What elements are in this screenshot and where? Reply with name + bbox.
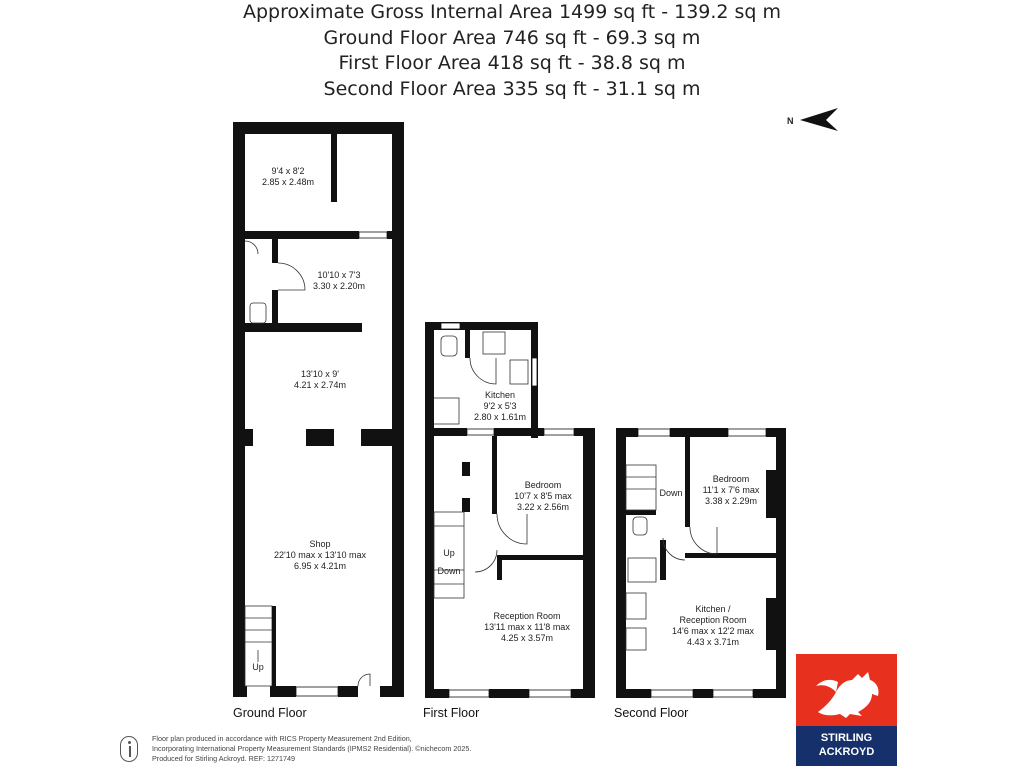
wall [494, 428, 544, 436]
room-dimensions-imperial: 13'10 x 9' [301, 369, 339, 379]
first-area-text: First Floor Area 418 sq ft - 38.8 sq m [338, 52, 686, 74]
wall [616, 689, 651, 698]
window [651, 690, 693, 697]
room-name-reception: Reception Room [679, 615, 747, 625]
wall [583, 428, 595, 698]
wall [660, 540, 666, 580]
wall [425, 322, 434, 698]
wall [306, 429, 334, 446]
toilet-icon [250, 303, 266, 323]
wall [753, 689, 786, 698]
window [713, 690, 753, 697]
wall [465, 330, 470, 358]
stirling-ackroyd-logo [796, 654, 897, 766]
sink-icon [510, 360, 528, 384]
toilet-icon [633, 517, 647, 535]
wall [571, 689, 595, 698]
wall [272, 239, 278, 263]
wall [462, 498, 470, 512]
room-dimensions-metric: 4.21 x 2.74m [293, 380, 347, 390]
sink-icon [626, 593, 646, 619]
wall [270, 686, 296, 697]
wall [497, 560, 502, 580]
room-dimensions-imperial: 10'10 x 7'3 [317, 270, 361, 280]
wall [574, 428, 595, 436]
wall [233, 122, 404, 134]
window [532, 358, 537, 386]
wall [693, 689, 713, 698]
brand-name [796, 726, 897, 766]
ground-floor-plan [233, 122, 404, 720]
room-dimensions-imperial: 11'1 x 7'6 max [702, 485, 760, 495]
wall [233, 122, 245, 697]
shower-icon [433, 398, 459, 424]
stairs-up-label: Up [252, 662, 264, 672]
room-name-bedroom: Bedroom [712, 474, 750, 484]
window [638, 429, 670, 436]
window [441, 323, 460, 329]
room-dimensions-imperial: 22'10 max x 13'10 max [274, 550, 366, 560]
wall [245, 323, 362, 332]
room-dimensions-metric: 6.95 x 4.21m [293, 561, 347, 571]
window [529, 690, 571, 697]
room-dimensions-imperial: 10'7 x 8'5 max [514, 491, 572, 501]
door-swing [358, 674, 370, 686]
window [296, 687, 338, 696]
room-dimensions-imperial: 9'4 x 8'2 [271, 166, 305, 176]
hob-icon [483, 332, 505, 354]
room-name-bedroom: Bedroom [524, 480, 562, 490]
room-name-reception: Reception Room [493, 611, 561, 621]
compass [787, 108, 838, 131]
room-dimensions-metric: 3.38 x 2.29m [704, 496, 758, 506]
footer-line: Produced for Stirling Ackroyd. REF: 1271749 [152, 754, 296, 763]
brand-line: STIRLING [820, 732, 873, 744]
window [449, 690, 489, 697]
footer-disclaimer [152, 734, 471, 764]
room-name-shop: Shop [309, 539, 331, 549]
wall [616, 428, 626, 698]
footer-line: Floor plan produced in accordance with RICS Property Measurement 2nd Edition, [152, 734, 412, 743]
gross-area-text: Approximate Gross Internal Area 1499 sq ft - 139.2 sq m [242, 1, 782, 23]
hob-icon [626, 628, 646, 650]
wall [387, 231, 392, 239]
door-swing [690, 527, 717, 554]
ground-area-text: Ground Floor Area 746 sq ft - 69.3 sq m [323, 26, 701, 49]
north-arrow-icon [800, 108, 838, 131]
north-label: N [787, 116, 794, 126]
footer-line: Incorporating International Property Measurement Standards (IPMS2 Residential). ©nichecom 2025. [152, 744, 472, 753]
room-dimensions-imperial: 14'6 max x 12'2 max [672, 626, 754, 636]
door-swing [663, 538, 685, 560]
toilet-icon [441, 336, 457, 356]
window [359, 232, 387, 238]
wall [425, 689, 449, 698]
griffin-icon [796, 654, 897, 726]
wall [766, 598, 776, 650]
wall [272, 606, 276, 686]
room-dimensions-metric: 3.30 x 2.20m [312, 281, 366, 291]
room-dimensions-metric: 2.80 x 1.61m [473, 412, 527, 422]
window [467, 429, 494, 435]
wall [434, 428, 467, 436]
room-dimensions-metric: 3.22 x 2.56m [516, 502, 570, 512]
wall [361, 429, 392, 446]
shower-icon [628, 558, 656, 582]
brand-line: ACKROYD [818, 746, 875, 758]
stairs-up-label: Up [443, 548, 455, 558]
room-dimensions-imperial: 9'2 x 5'3 [483, 401, 517, 411]
second-area-text: Second Floor Area 335 sq ft - 31.1 sq m [323, 77, 701, 100]
room-dimensions-metric: 4.25 x 3.57m [500, 633, 554, 643]
stairs-down-label: Down [659, 488, 683, 498]
window [544, 429, 574, 435]
wall [497, 555, 583, 560]
wall [626, 510, 656, 515]
wall [670, 428, 728, 437]
wall [462, 462, 470, 476]
stairs-down-label: Down [437, 566, 461, 576]
first-floor-plan [423, 322, 595, 720]
second-floor-plan [614, 428, 786, 720]
room-name-kitchen: Kitchen [484, 390, 516, 400]
wall [338, 686, 358, 697]
room-name-kitchen: Kitchen / [695, 604, 731, 614]
door-swing [475, 550, 497, 572]
room-dimensions-imperial: 13'11 max x 11'8 max [484, 622, 570, 632]
door-swing [497, 514, 527, 544]
wall [489, 689, 529, 698]
info-icon [120, 736, 138, 762]
door-swing [470, 358, 496, 384]
ground-floor-label: Ground Floor [233, 706, 307, 720]
wall [380, 686, 404, 697]
first-floor-label: First Floor [423, 706, 480, 720]
wall [272, 290, 278, 328]
wall [766, 470, 776, 518]
wall [776, 428, 786, 698]
room-dimensions-metric: 2.85 x 2.48m [261, 177, 315, 187]
wall [392, 122, 404, 697]
second-floor-label: Second Floor [614, 706, 689, 720]
wall [685, 553, 776, 558]
room-dimensions-metric: 4.43 x 3.71m [686, 637, 740, 647]
wall [245, 429, 253, 446]
wall [492, 436, 497, 514]
basin-icon [245, 241, 258, 254]
wall [331, 134, 337, 202]
wall [685, 437, 690, 527]
wall [245, 231, 359, 239]
window [728, 429, 766, 436]
staircase [626, 465, 656, 510]
wall [233, 686, 247, 697]
door-swing [278, 263, 305, 290]
